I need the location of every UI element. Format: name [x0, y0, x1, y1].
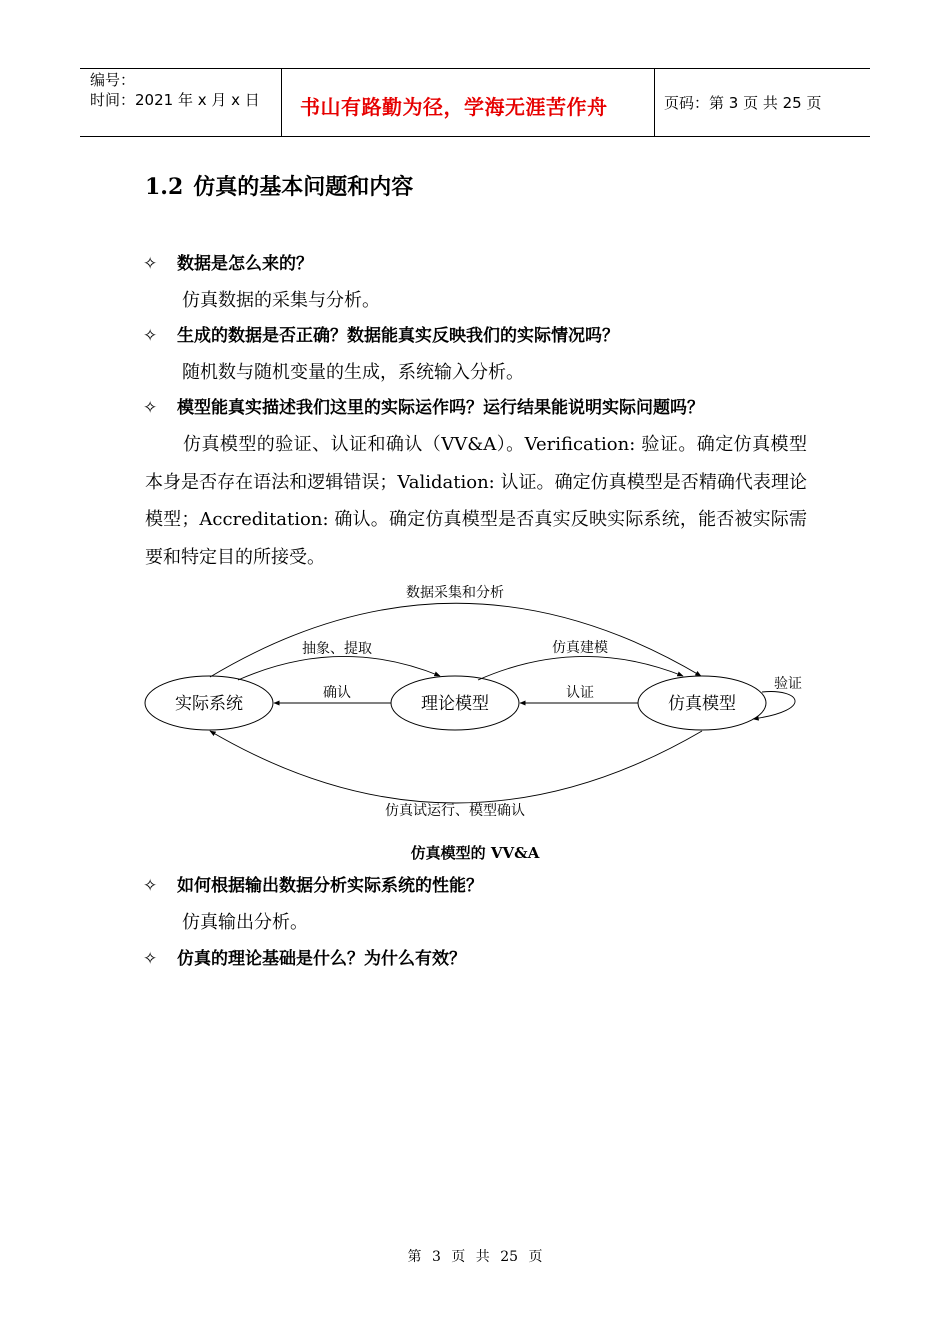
- header-divider-left: [281, 68, 282, 136]
- vva-paragraph: 仿真模型的验证、认证和确认（VV&A）。Verification: 验证。确定仿真模型本身是否存在语法和逻辑错误；Validation: 认证。确定仿真模型是否精确代表理论模型；Accreditation: 确认。确定仿真模型是否真实反映实际系统，能否被实际需要和特定目的所接受。: [145, 434, 807, 568]
- header-number-label: 编号：: [90, 71, 136, 89]
- edge-trial-run-label: 仿真试运行、模型确认: [385, 803, 525, 819]
- diamond-bullet-icon: ✧: [143, 949, 158, 969]
- edge-verify-label: 验证: [774, 676, 802, 692]
- question-text: 数据是怎么来的？: [177, 254, 313, 274]
- edge-data-collection: [210, 603, 701, 677]
- answer-4: 仿真输出分析。: [182, 912, 308, 933]
- node-sim-model-label: 仿真模型: [668, 694, 736, 714]
- question-1: [143, 252, 313, 276]
- question-2: [143, 324, 619, 348]
- section-number: 1.2: [145, 174, 184, 200]
- diamond-bullet-icon: ✧: [143, 398, 158, 418]
- node-theory-model: [391, 676, 519, 730]
- answer-2: 随机数与随机变量的生成，系统输入分析。: [182, 362, 524, 383]
- vva-diagram: [0, 570, 950, 840]
- section-title: 仿真的基本问题和内容: [193, 175, 414, 200]
- answer-1: 仿真数据的采集与分析。: [182, 290, 380, 311]
- header-bottom-rule: [80, 136, 870, 137]
- question-text: 生成的数据是否正确？数据能真实反映我们的实际情况吗？: [177, 326, 619, 346]
- node-real-system: [145, 676, 273, 730]
- edge-trial-run: [210, 731, 702, 803]
- edge-data-collection-label: 数据采集和分析: [406, 585, 504, 601]
- edge-sim-modeling: [478, 656, 683, 680]
- node-theory-model-label: 理论模型: [421, 694, 489, 714]
- page-footer: 第 3 页 共 25 页: [407, 1249, 543, 1265]
- question-text: 如何根据输出数据分析实际系统的性能？: [177, 876, 483, 896]
- header-top-rule: [80, 68, 870, 69]
- question-4: [143, 874, 483, 898]
- header-time-label: 时间：2021 年 x 月 x 日: [90, 91, 260, 109]
- edge-certify-label: 认证: [566, 685, 594, 701]
- diamond-bullet-icon: ✧: [143, 254, 158, 274]
- header-divider-right: [654, 68, 655, 136]
- question-3: [143, 396, 704, 420]
- edge-abstract: [238, 656, 440, 680]
- diamond-bullet-icon: ✧: [143, 876, 158, 896]
- diamond-bullet-icon: ✧: [143, 326, 158, 346]
- header-motto: 书山有路勤为径，学海无涯苦作舟: [300, 95, 608, 119]
- node-sim-model: [638, 676, 766, 730]
- node-real-system-label: 实际系统: [175, 694, 243, 714]
- question-text: 模型能真实描述我们这里的实际运作吗？运行结果能说明实际问题吗？: [177, 398, 704, 418]
- edge-confirm-label: 确认: [323, 685, 351, 701]
- header-page-info: 页码：第 3 页 共 25 页: [664, 94, 822, 112]
- edge-abstract-label: 抽象、提取: [302, 641, 372, 657]
- question-5: [143, 947, 466, 971]
- diagram-caption: 仿真模型的 VV&A: [410, 844, 540, 862]
- section-heading: [145, 170, 413, 201]
- question-text: 仿真的理论基础是什么？为什么有效？: [177, 949, 466, 969]
- edge-sim-modeling-label: 仿真建模: [552, 640, 608, 656]
